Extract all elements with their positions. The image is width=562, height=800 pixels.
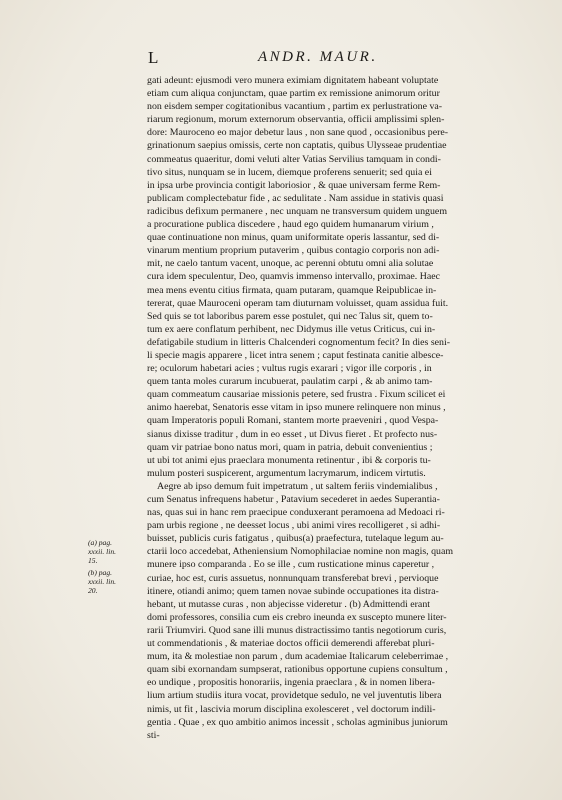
margin-note-a	[88, 538, 116, 565]
text-line: Aegre ab ipso demum fuit impetratum , ut saltem feriis vindemialibus ,	[157, 480, 438, 492]
page-header	[0, 48, 562, 68]
text-line: in ipsa urbe provincia contigit laboriosior , & quae universam ferme Rem-	[147, 179, 441, 191]
text-line: nimis, ut fit , lascivia morum disciplina exolesceret , vel doctorum indili-	[147, 703, 436, 715]
text-line: quam Imperatoris populi Romani, stantem morte praeveniri , quod Vespa-	[147, 415, 439, 427]
margin-note-line: xxxii. lin.	[88, 547, 117, 556]
text-line: Sed quis se tot laboribus parem esse postulet, qui nec Talus sit, quem to-	[147, 310, 433, 322]
text-line: tum ex aere conflatum perhibent, nec Didymus ille vetus Criticus, cui in-	[147, 323, 436, 335]
margin-note-line: (a) pag.	[88, 538, 113, 547]
text-line: non eisdem semper cogitationibus vacantium , partim ex perlustratione va-	[147, 101, 443, 113]
text-line: quam vir patriae bono natus mori, quam in patria, debuit convenientius ;	[147, 441, 433, 453]
text-line: cura idem speculentur, Deo, quamvis immenso intervallo, proximae. Haec	[147, 271, 441, 283]
text-line: li specie magis apparere , licet intra senem ; caput festinata canitie albesce-	[147, 349, 444, 361]
text-line: mulum posteri suspicerent, argumentum lacrymarum, indicem virtutis.	[147, 467, 426, 479]
margin-note-line: 15.	[88, 556, 98, 565]
text-line: mea mens eventu citius firmata, quam putaram, quamque Reipublicae in-	[147, 284, 437, 296]
text-line: buisset, publicis curis fatigatus , quibus(a) praefectura, tutelaque legum au-	[147, 533, 444, 545]
text-line: gati adeunt: ejusmodi vero munera eximiam dignitatem habeant voluptate	[147, 75, 439, 86]
text-line: tivo situs, nunquam se in lucem, diemque proferens senuerit; sed quia ei	[147, 166, 432, 178]
text-line: sti-	[147, 729, 160, 741]
text-line: mit, ne caelo tantum vacent, unoque, ac perenni obtutu omni alia solutae	[147, 258, 434, 270]
text-line: re; oculorum habetari acies ; vultus rugis exarari ; vigor ille corporis , in	[147, 363, 432, 375]
text-line: nas, quas sui in hanc rem praecipue conduxerant peramoena ad Medoaci ri-	[147, 507, 445, 519]
text-line: rarii Triumviri. Quod sane illi munus distractissimo tantis negotiorum curis,	[147, 624, 447, 636]
text-line: ut commendationis , & materiae doctos officii demerendi afferebat pluri-	[147, 638, 435, 650]
text-line: animo haerebat, Senatoris esse vitam in ipso munere relinquere non minus ,	[147, 402, 446, 414]
body-text	[147, 74, 550, 742]
text-line: quae continuatione non minus, quam uniformitate operis lassantur, sed di-	[147, 232, 440, 244]
text-line: ctarii loco accedebat, Atheniensium Nomophilaciae nomine non magis, quam	[147, 546, 454, 558]
text-line: vinarum mentium proprium putaverim , quibus contagio corporis non adi-	[147, 245, 440, 257]
text-line: commeatus quaeritur, domi veluti alter Vatias Servilius tamquam in condi-	[147, 153, 441, 165]
text-line: a procuratione publica discedere , haud ego quidem humanarum virium ,	[147, 219, 434, 231]
text-line: gentia . Quae , ex quo ambitio animos incessit , scholas agminibus juniorum	[147, 716, 448, 728]
text-line: quam sibi exornandam sumpserat, rationibus opportune cupiens consultum ,	[147, 664, 448, 676]
text-line: curiae, hoc est, curis assuetus, nonnunquam transferebat brevi , pervioque	[147, 572, 439, 584]
text-line: tererat, quae Mauroceni operam tam diuturnam voluisset, quam assidua fuit.	[147, 297, 449, 309]
text-line: radicibus defixum permanere , nec unquam ne transversum quidem unguem	[147, 205, 447, 217]
text-line: publicam complectebatur fide , ac sedulitate . Nam assidue in stativis quasi	[147, 192, 444, 204]
text-line: ut ubi tot animi ejus praeclara monumenta retinentur , ibi & corporis tu-	[147, 454, 431, 466]
text-line: quem tanta moles curarum incubuerat, paulatim carpi , & ab animo tam-	[147, 376, 433, 388]
text-line: dore: Mauroceno eo major debetur laus , non sane quod , occasionibus pere-	[147, 127, 449, 139]
margin-note-line: (b) pag.	[88, 568, 113, 577]
text-line: riarum regionum, morum externorum observantia, officii amplissimi splen-	[147, 114, 445, 126]
running-head: ANDR. MAUR.	[258, 49, 378, 65]
text-line: hebant, ut mutasse curas , non abjecisse videretur . (b) Admittendi erant	[147, 598, 430, 610]
text-line: mum, ita & molestiae non parum , dum academiae Italicarum celeberrimae ,	[147, 651, 449, 663]
text-line: cum Senatus infrequens habetur , Patavium secederet in aedes Superantia-	[147, 494, 440, 505]
margin-note-line: 20.	[88, 586, 98, 595]
text-line: defatigabile studium in litteris Chalcenderi cognomentum fecit? In dies seni-	[147, 336, 451, 348]
text-line: sianus dixisse traditur , dum in eo esset , ut Divus fieret . Et profecto nus-	[147, 428, 438, 440]
text-line: munere ipso comparanda . Eo se ille , cum rusticatione minus caperetur ,	[147, 559, 435, 571]
margin-note-line: xxxii. lin.	[88, 577, 117, 586]
text-line: grinationum saepius omissis, certe non captatis, quibus Ulysseae prudentiae	[147, 140, 447, 152]
margin-note-b	[88, 568, 116, 595]
text-line: quam commeatum causariae missionis petere, sed frustra . Fixum scilicet ei	[147, 389, 446, 401]
text-line: pam urbis regione , ne deesset locus , ubi animi vires recolligeret , si adhi-	[147, 520, 441, 532]
text-line: domi professores, consilia cum eis crebro ineunda ex suscepto munere liter-	[147, 611, 447, 623]
folio-number: L	[148, 48, 160, 67]
text-line: etiam cum aliqua conjunctam, quae partim ex remissione animorum oritur	[147, 88, 440, 100]
text-line: eo undique , propositis honorariis, ingenia praeclara , & in nomen libera-	[147, 677, 435, 689]
text-line: lium artium studiis itura vocat, providetque sedulo, ne vel juventutis libera	[147, 690, 442, 702]
text-line: itinere, otiandi animo; quem tamen novae subinde occupationes ita distra-	[147, 585, 439, 597]
